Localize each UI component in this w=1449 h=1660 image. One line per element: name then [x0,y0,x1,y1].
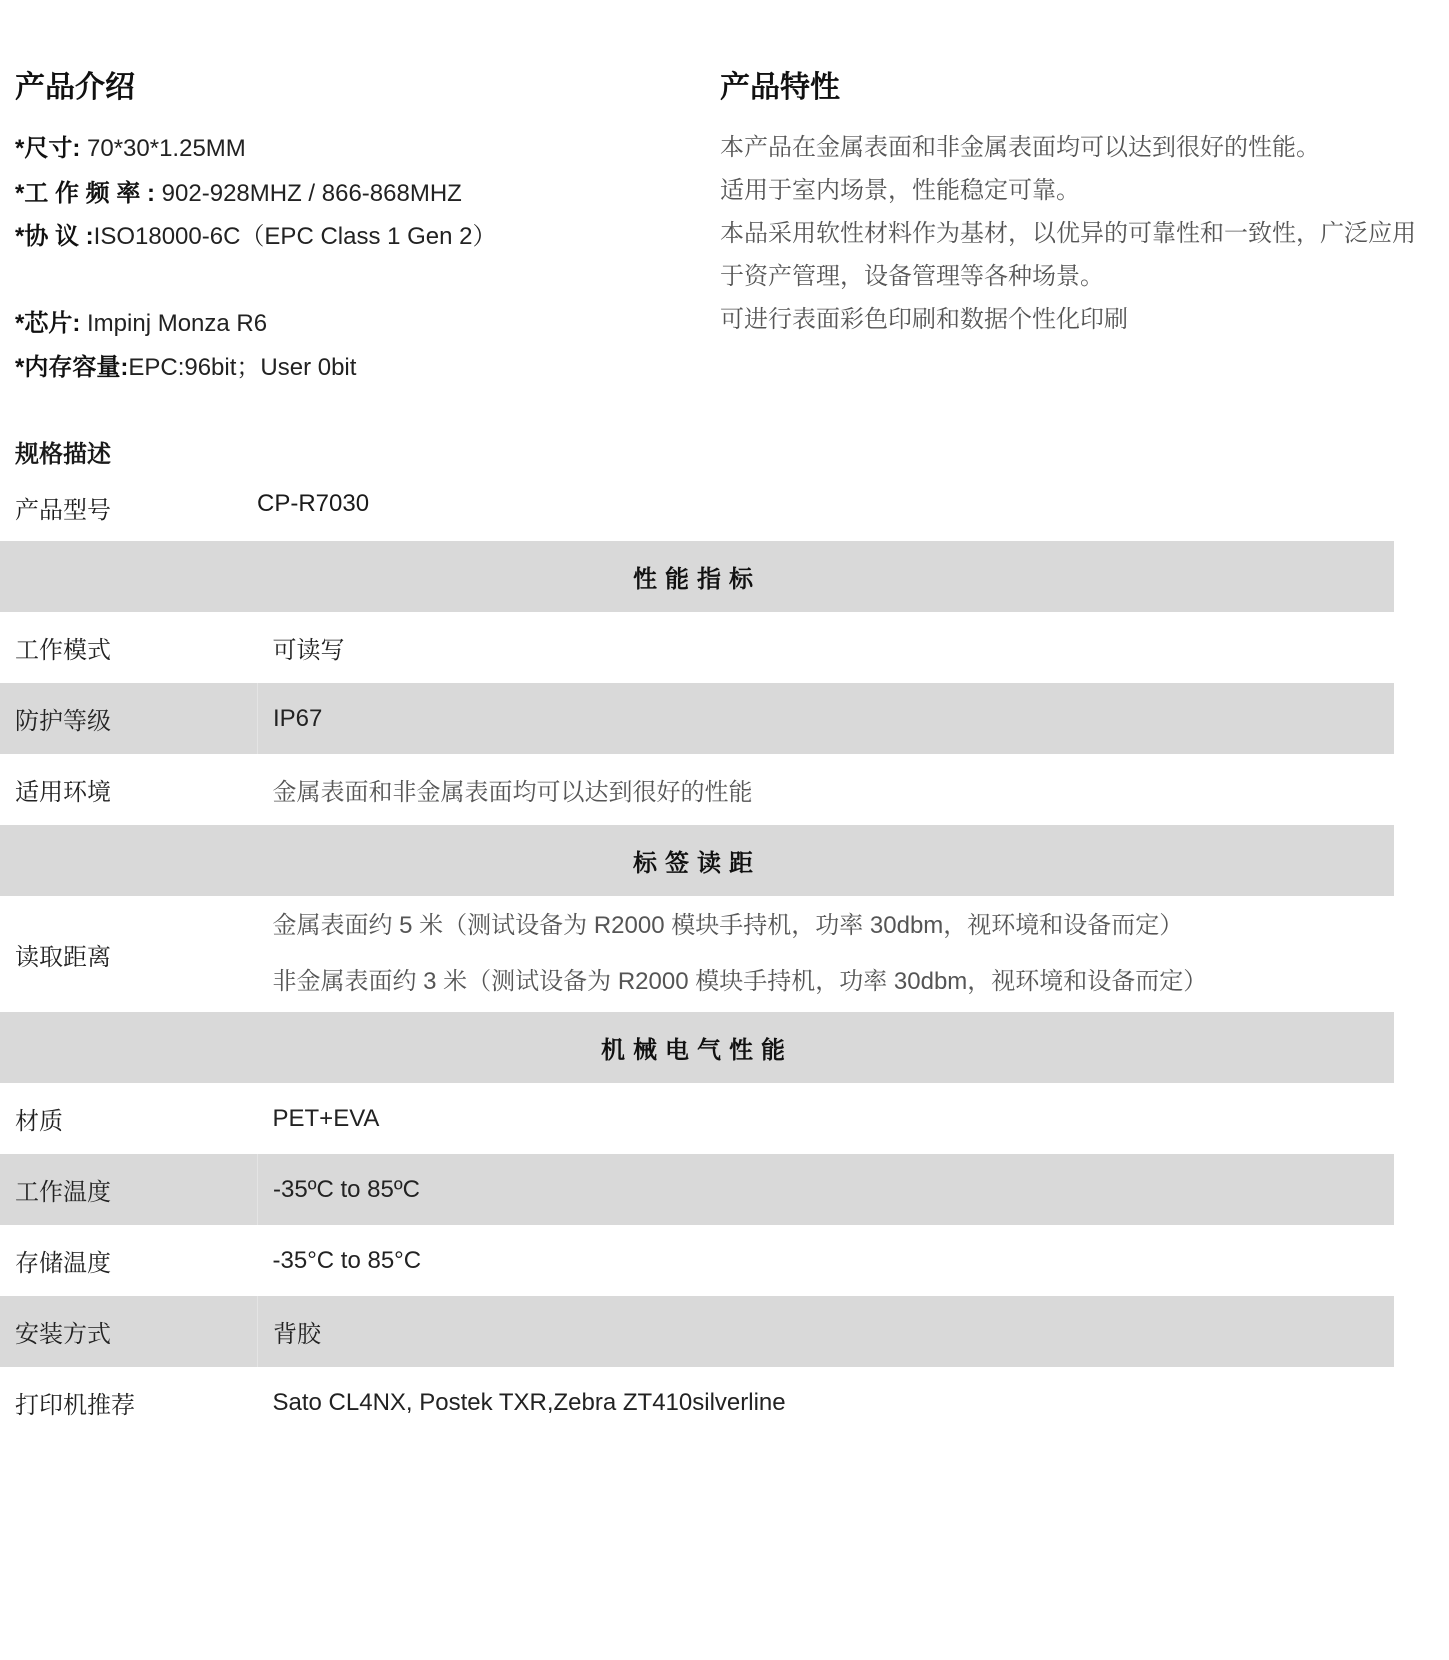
label: *协 议 : [15,223,94,250]
table-row: 打印机推荐 Sato CL4NX, Postek TXR,Zebra ZT410silverline [15,1388,786,1419]
table-row: 工作模式 可读写 [15,637,345,664]
section-header-performance: 性能指标 [0,541,1394,612]
table-row: 存储温度 -35°C to 85°C [15,1246,422,1277]
features-text [720,126,1440,341]
model-value: CP-R7030 [257,490,370,517]
read-distance-metal: 金属表面约 5 米（测试设备为 R2000 模块手持机，功率 30dbm，视环境和设备而定） [272,912,1184,939]
value: Impinj Monza R6 [80,310,268,337]
table-row: 读取距离 金属表面约 5 米（测试设备为 R2000 模块手持机，功率 30dbm，视环境和设备而定） 非金属表面约 3 米（测试设备为 R2000 模块手持机，功率 30dbm，视环境和设备而定） [0,896,1394,1012]
feature-line: 本产品在金属表面和非金属表面均可以达到很好的性能。 [720,134,1320,161]
intro-title: 产品介绍 [15,71,135,104]
read-distance-nonmetal: 非金属表面约 3 米（测试设备为 R2000 模块手持机，功率 30dbm，视环境和设备而定） [272,968,1208,995]
spec-title: 规格描述 [15,441,111,468]
features-title: 产品特性 [720,71,840,104]
label: *工 作 频 率 : [15,180,156,207]
feature-line: 于资产管理，设备管理等各种场景。 [720,263,1104,290]
table-row: 工作温度 -35ºC to 85ºC [0,1154,1394,1225]
intro-size [15,128,246,163]
section-header-mechanical: 机械电气性能 [0,1012,1394,1083]
label: *内存容量: [15,354,129,381]
label: *尺寸: [15,135,81,162]
model-label: 产品型号 [15,497,111,524]
value: ISO18000-6C（EPC Class 1 Gen 2） [93,223,497,250]
value: EPC:96bit；User 0bit [128,354,357,381]
value: 70*30*1.25MM [80,135,246,162]
table-row: 适用环境 金属表面和非金属表面均可以达到很好的性能 [15,779,753,806]
intro-protocol [15,216,497,251]
table-row: 材质 PET+EVA [15,1104,380,1135]
spec-table [0,541,1394,1438]
section-header-read-range: 标签读距 [0,825,1394,896]
feature-line: 可进行表面彩色印刷和数据个性化印刷 [720,306,1128,333]
table-row: 防护等级 IP67 [0,683,1394,754]
table-row: 安装方式 背胶 [0,1296,1394,1367]
feature-line: 本品采用软性材料作为基材，以优异的可靠性和一致性，广泛应用 [720,220,1416,247]
feature-line: 适用于室内场景，性能稳定可靠。 [720,177,1080,204]
intro-frequency [15,173,462,208]
intro-memory [15,347,356,382]
intro-chip [15,303,267,338]
label: *芯片: [15,310,81,337]
value: 902-928MHZ / 866-868MHZ [155,180,462,207]
